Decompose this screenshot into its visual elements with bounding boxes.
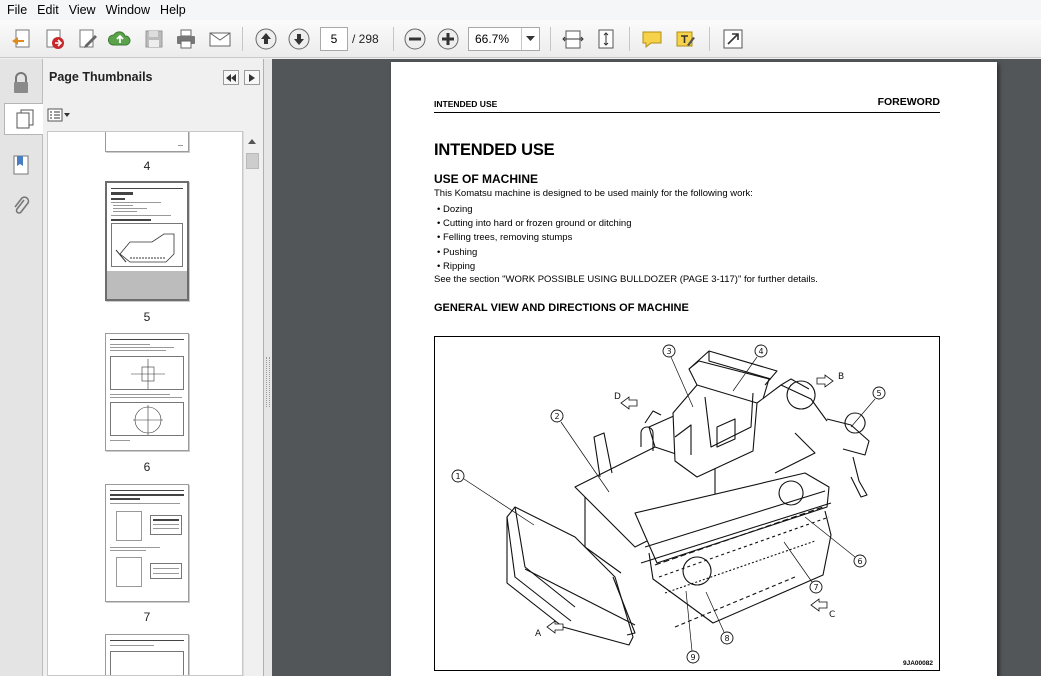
thumb-figure	[110, 356, 184, 390]
thumb-line	[178, 145, 183, 146]
thumbnail-label-6: 6	[143, 460, 151, 474]
thumb-heading	[111, 219, 151, 221]
page-header-right: FOREWORD	[877, 96, 940, 108]
fit-page-button[interactable]	[593, 26, 619, 52]
thumb-line	[111, 188, 183, 189]
thumb-line	[110, 350, 166, 351]
thumb-figure	[110, 402, 184, 436]
thumbnail-label-4: 4	[143, 159, 151, 173]
direction-d: D	[614, 392, 621, 402]
print-icon	[174, 27, 198, 51]
thumb-line	[111, 202, 161, 203]
upload-icon	[108, 27, 132, 51]
export-icon	[42, 27, 66, 51]
thumb-line	[110, 547, 160, 548]
page-up-icon	[254, 27, 278, 51]
list-item: • Cutting into hard or frozen ground or ditching	[437, 217, 632, 231]
thumbnail-page-7[interactable]	[105, 484, 189, 602]
figure-code: 9JA00082	[903, 660, 933, 667]
toolbar	[0, 20, 1041, 58]
thumb-label-plate	[150, 515, 182, 535]
chevron-up-icon	[248, 139, 256, 144]
thumb-line	[110, 503, 180, 504]
upload-button[interactable]	[107, 26, 133, 52]
fullscreen-icon	[721, 27, 745, 51]
page-down-icon	[287, 27, 311, 51]
thumb-line	[113, 211, 137, 212]
chevron-down-icon	[526, 36, 535, 42]
callout-7: 7	[813, 583, 819, 592]
thumb-line	[110, 440, 130, 441]
thumb-figure	[110, 651, 184, 676]
list-item: • Felling trees, removing stumps	[437, 231, 632, 245]
comment-button[interactable]	[639, 26, 665, 52]
page-thumbnails-tab[interactable]	[4, 103, 44, 135]
menu-file[interactable]: File	[7, 3, 28, 17]
thumb-heading	[111, 192, 133, 195]
document-page	[391, 62, 997, 676]
highlight-button[interactable]	[672, 26, 698, 52]
create-icon	[10, 27, 34, 51]
thumbnail-label-7: 7	[143, 610, 151, 624]
thumb-line	[110, 339, 184, 340]
callout-5: 5	[876, 389, 882, 398]
thumb-heading	[153, 519, 179, 521]
lock-button[interactable]	[5, 67, 37, 99]
intro-text: This Komatsu machine is designed to be used mainly for the following work:	[434, 188, 753, 199]
zoom-out-icon	[403, 27, 427, 51]
callout-8: 8	[724, 634, 730, 643]
menu-view[interactable]: View	[68, 3, 96, 17]
menu-bar	[0, 0, 1041, 20]
save-button[interactable]	[141, 26, 167, 52]
zoom-value: 66.7%	[475, 32, 510, 46]
create-button[interactable]	[9, 26, 35, 52]
next-page-button[interactable]	[286, 26, 312, 52]
thumb-line	[110, 347, 174, 348]
zoom-select[interactable]	[468, 27, 540, 51]
navigation-rail	[0, 59, 43, 676]
thumb-line	[111, 215, 171, 216]
menu-window[interactable]: Window	[105, 3, 151, 17]
thumb-line	[153, 524, 179, 525]
direction-a: A	[535, 629, 542, 639]
zoom-out-button[interactable]	[402, 26, 428, 52]
thumb-line	[110, 645, 154, 646]
header-rule	[434, 112, 940, 113]
thumb-heading	[110, 494, 184, 496]
list-item: • Pushing	[437, 246, 632, 260]
panel-splitter[interactable]	[264, 59, 272, 676]
edit-icon	[76, 27, 100, 51]
thumbnails-scrollbar[interactable]	[243, 131, 260, 676]
previous-page-button[interactable]	[253, 26, 279, 52]
fullscreen-button[interactable]	[720, 26, 746, 52]
attachments-tab[interactable]	[5, 190, 37, 222]
fit-width-button[interactable]	[560, 26, 586, 52]
thumbnail-page-8[interactable]	[105, 634, 189, 676]
toolbar-separator	[709, 27, 710, 51]
paperclip-icon	[11, 195, 31, 217]
menu-help[interactable]: Help	[160, 3, 186, 17]
page-header-left: INTENDED USE	[434, 99, 498, 109]
thumbnail-options-button[interactable]	[47, 106, 73, 124]
thumb-heading	[111, 198, 125, 200]
thumbnail-page-6[interactable]	[105, 333, 189, 451]
thumb-line	[110, 394, 170, 395]
bookmarks-tab[interactable]	[5, 149, 37, 181]
callout-9: 9	[690, 653, 696, 662]
list-item: • Dozing	[437, 203, 632, 217]
bookmark-icon	[11, 154, 31, 176]
zoom-in-button[interactable]	[435, 26, 461, 52]
document-view[interactable]	[272, 59, 1041, 676]
options-icon	[47, 108, 71, 122]
direction-c: C	[829, 610, 836, 620]
thumb-line	[110, 490, 184, 491]
page-total: / 298	[352, 32, 379, 46]
thumb-heading	[110, 498, 140, 500]
thumb-line	[110, 344, 150, 345]
zoom-dropdown[interactable]	[521, 28, 539, 50]
fit-width-icon	[561, 27, 585, 51]
splitter-grip[interactable]	[266, 357, 270, 407]
thumb-figure	[116, 511, 142, 541]
toolbar-separator	[393, 27, 394, 51]
page-number-input[interactable]: 5	[320, 27, 348, 51]
thumbnail-label-5: 5	[143, 310, 151, 324]
double-chevron-left-icon	[226, 74, 236, 82]
bulldozer-figure	[434, 336, 940, 671]
email-icon	[208, 27, 232, 51]
work-list	[437, 203, 632, 274]
thumb-figure	[111, 223, 183, 267]
panel-header	[43, 59, 264, 97]
section-heading-general-view: GENERAL VIEW AND DIRECTIONS OF MACHINE	[434, 302, 689, 314]
thumb-line	[153, 528, 179, 529]
chevron-right-icon	[249, 74, 255, 82]
scrollbar-thumb[interactable]	[246, 153, 259, 169]
thumb-label-plate	[150, 563, 182, 579]
print-button[interactable]	[173, 26, 199, 52]
thumb-line	[110, 397, 182, 398]
panel-collapse-button[interactable]	[223, 70, 239, 85]
callout-1: 1	[455, 472, 461, 481]
direction-b: B	[838, 372, 845, 382]
toolbar-separator	[242, 27, 243, 51]
callout-3: 3	[666, 347, 672, 356]
edit-button[interactable]	[75, 26, 101, 52]
fit-page-icon	[594, 27, 618, 51]
export-button[interactable]	[41, 26, 67, 52]
thumb-line	[153, 573, 179, 574]
see-section-note: See the section "WORK POSSIBLE USING BULLDOZER (PAGE 3-117)" for further details.	[434, 274, 818, 285]
page-title: INTENDED USE	[434, 141, 555, 159]
thumb-figure	[116, 557, 142, 587]
thumb-line	[110, 550, 146, 551]
thumb-line	[153, 568, 179, 569]
thumb-line	[113, 208, 147, 209]
toolbar-separator	[550, 27, 551, 51]
panel-title: Page Thumbnails	[49, 70, 153, 84]
thumbnail-options-row	[43, 102, 264, 128]
thumb-circle-drawing	[111, 403, 185, 437]
highlight-icon	[673, 27, 697, 51]
thumb-line	[113, 205, 133, 206]
section-heading-use: USE OF MACHINE	[434, 172, 539, 186]
callout-2: 2	[554, 412, 560, 421]
lock-icon	[11, 72, 31, 94]
callout-4: 4	[758, 347, 764, 356]
menu-edit[interactable]: Edit	[37, 3, 59, 17]
thumb-direction-drawing	[111, 357, 185, 391]
email-button[interactable]	[207, 26, 233, 52]
bulldozer-drawing	[435, 337, 940, 671]
list-item: • Ripping	[437, 260, 632, 274]
save-icon	[142, 27, 166, 51]
thumbnail-page-5[interactable]	[105, 181, 189, 301]
toolbar-separator	[629, 27, 630, 51]
thumbnail-page-4[interactable]	[105, 131, 189, 152]
callout-6: 6	[857, 557, 863, 566]
thumbnails-list[interactable]	[47, 131, 243, 676]
thumb-selection-shade	[107, 271, 189, 301]
thumbnails-panel	[43, 59, 264, 676]
scroll-up-arrow[interactable]	[244, 133, 260, 149]
thumb-line	[110, 640, 184, 641]
panel-expand-button[interactable]	[244, 70, 260, 85]
pages-icon	[15, 108, 35, 130]
zoom-in-icon	[436, 27, 460, 51]
comment-icon	[640, 27, 664, 51]
thumb-bulldozer-drawing	[112, 224, 184, 268]
